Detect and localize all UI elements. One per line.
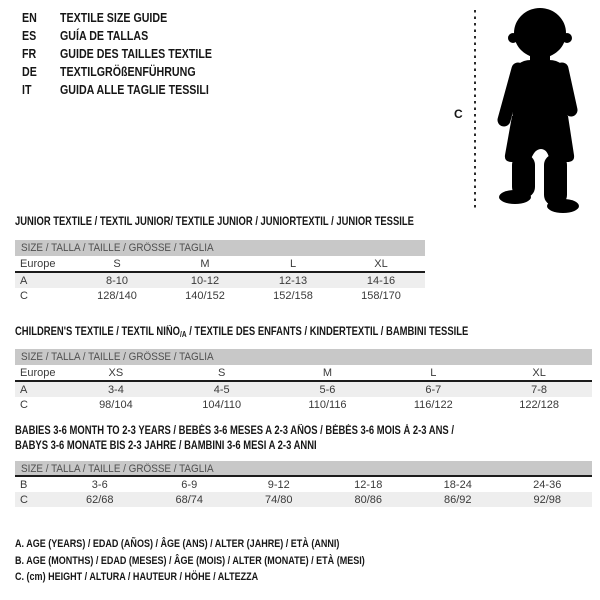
size-value-cell: 6-9 — [181, 478, 198, 491]
row-label-cell: C — [15, 492, 55, 507]
size-value-cell: L — [249, 256, 337, 272]
measure-c-label: C — [454, 107, 463, 121]
size-value-cell: 80/86 — [324, 492, 414, 507]
babies-table-section — [15, 424, 592, 507]
language-row — [22, 9, 245, 27]
table-row — [15, 365, 592, 381]
language-code: FR — [22, 46, 37, 61]
size-value-cell: M — [161, 256, 249, 272]
table-row — [15, 272, 425, 288]
row-label-cell: Europe — [15, 256, 73, 272]
size-value-cell: XL — [486, 365, 592, 381]
language-row — [22, 63, 245, 81]
size-value-cell: S — [73, 256, 161, 272]
size-value-cell: 3-4 — [63, 381, 169, 397]
size-value-cell: S — [169, 365, 275, 381]
language-code: IT — [22, 82, 32, 97]
size-value-cell: 14-16 — [337, 272, 425, 288]
height-figure — [450, 4, 600, 216]
babies-size-table — [15, 477, 592, 507]
junior-table-section — [15, 215, 425, 303]
table-row — [15, 397, 592, 412]
junior-size-table — [15, 256, 425, 303]
size-value-cell: 116/122 — [413, 398, 453, 411]
size-value-cell: 74/80 — [234, 492, 324, 507]
language-row — [22, 27, 245, 45]
size-value-cell: XS — [63, 365, 169, 381]
size-value-cell: 158/170 — [361, 289, 401, 302]
size-value-cell: 62/68 — [55, 492, 145, 507]
language-label: GUÍA DE TALLAS — [60, 28, 149, 43]
size-header-bar: SIZE / TALLA / TAILLE / GRÖSSE / TAGLIA — [15, 461, 592, 477]
footnote-c: C. (cm) HEIGHT / ALTURA / HAUTEUR / HÖHE / ALTEZZA — [15, 571, 259, 583]
children-table-section — [15, 325, 592, 412]
size-value-cell: 6-7 — [380, 381, 486, 397]
baby-silhouette-icon — [482, 6, 597, 214]
row-label-cell: Europe — [15, 365, 63, 381]
table-title-line2: BABYS 3-6 MONATE BIS 2-3 JAHRE / BAMBINI 3-6 MESI A 2-3 ANNI — [15, 440, 317, 452]
table-title: JUNIOR TEXTILE / TEXTIL JUNIOR/ TEXTILE JUNIOR / JUNIORTEXTIL / JUNIOR TESSILE — [15, 216, 414, 228]
language-label: GUIDE DES TAILLES TEXTILE — [60, 46, 213, 61]
size-value-cell: 98/104 — [99, 398, 133, 411]
row-label-cell: A — [15, 381, 63, 397]
size-value-cell: 10-12 — [161, 272, 249, 288]
table-title — [15, 424, 592, 454]
language-list — [22, 9, 245, 99]
table-title-line1: BABIES 3-6 MONTH TO 2-3 YEARS / BEBÉS 3-6 MESES A 2-3 AÑOS / BÉBÉS 3-6 MOIS À 2-3 ANS / — [15, 425, 454, 437]
table-row — [15, 381, 592, 397]
size-value-cell: 92/98 — [503, 492, 593, 507]
size-value-cell: 8-10 — [73, 272, 161, 288]
size-header-bar: SIZE / TALLA / TAILLE / GRÖSSE / TAGLIA — [15, 240, 425, 256]
footnote-a: A. AGE (YEARS) / EDAD (AÑOS) / ÂGE (ANS) / ALTER (JAHRE) / ETÀ (ANNI) — [15, 538, 340, 550]
size-value-cell: XL — [337, 256, 425, 272]
size-value-cell: M — [275, 365, 381, 381]
size-value-cell: 122/128 — [519, 398, 559, 411]
language-code: ES — [22, 28, 37, 43]
size-value-cell: 152/158 — [273, 289, 313, 302]
size-value-cell: 9-12 — [267, 478, 290, 491]
size-value-cell: L — [380, 365, 486, 381]
row-label-cell: C — [20, 289, 28, 302]
children-size-table — [15, 365, 592, 412]
size-value-cell: 5-6 — [275, 381, 381, 397]
table-row — [15, 256, 425, 272]
table-row — [15, 477, 592, 492]
size-value-cell: 18-24 — [443, 478, 472, 491]
title-subscript: /A — [180, 330, 187, 339]
size-value-cell: 104/110 — [202, 398, 242, 411]
size-value-cell: 12-13 — [249, 272, 337, 288]
row-label-cell: A — [15, 272, 73, 288]
language-row — [22, 81, 245, 99]
size-value-cell: 128/140 — [97, 289, 137, 302]
size-value-cell: 12-18 — [354, 478, 383, 491]
row-label-cell: B — [20, 478, 28, 491]
table-title: CHILDREN'S TEXTILE / TEXTIL NIÑO/A / TEXTILE DES ENFANTS / KINDERTEXTIL / BAMBINI TESSILE — [15, 326, 469, 339]
table-row — [15, 492, 592, 507]
language-label: TEXTILE SIZE GUIDE — [60, 10, 168, 25]
size-value-cell: 110/116 — [308, 398, 347, 411]
language-code: EN — [22, 10, 37, 25]
size-value-cell: 86/92 — [413, 492, 503, 507]
table-row — [15, 288, 425, 303]
language-label: TEXTILGRÖßENFÜHRUNG — [60, 64, 196, 79]
dotted-height-line-icon — [473, 10, 477, 210]
size-value-cell: 140/152 — [185, 289, 225, 302]
size-value-cell: 3-6 — [91, 478, 108, 491]
size-header-bar: SIZE / TALLA / TAILLE / GRÖSSE / TAGLIA — [15, 349, 592, 365]
size-value-cell: 24-36 — [533, 478, 562, 491]
size-value-cell: 4-5 — [169, 381, 275, 397]
footnotes — [15, 536, 442, 586]
size-value-cell: 68/74 — [145, 492, 235, 507]
row-label-cell: C — [20, 398, 28, 411]
footnote-b: B. AGE (MONTHS) / EDAD (MESES) / ÂGE (MOIS) / ALTER (MONATE) / ETÀ (MESI) — [15, 554, 365, 567]
size-value-cell: 7-8 — [486, 381, 592, 397]
language-row — [22, 45, 245, 63]
language-label: GUIDA ALLE TAGLIE TESSILI — [60, 82, 209, 97]
language-code: DE — [22, 64, 37, 79]
